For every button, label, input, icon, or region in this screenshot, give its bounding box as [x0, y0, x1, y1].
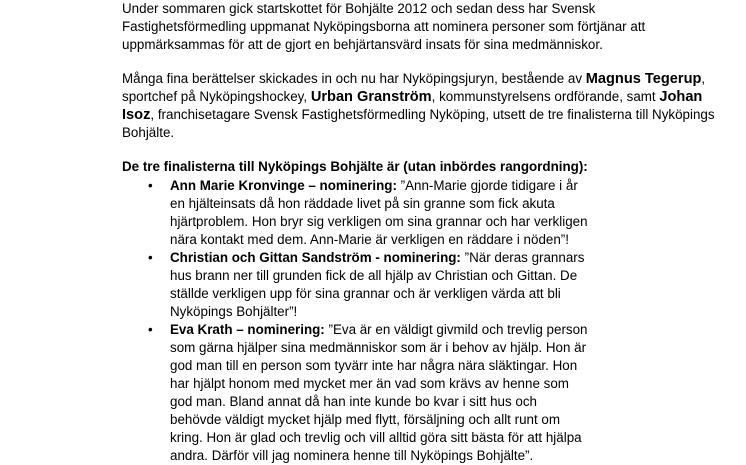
finalist-text: ”När deras grannars hus brann ner till grunden fick de all hjälp av Christian och Gittan. De ställde verkligen upp för sina grannar och är verkligen värda att bli Nyköpings Bohjälter”! — [170, 250, 585, 319]
finalist-title: Christian och Gittan Sandström - nominering: — [170, 250, 461, 265]
finalists-heading: De tre finalisterna till Nyköpings Bohjälte är (utan inbördes rangordning): — [122, 159, 588, 174]
bullet-icon: • — [148, 322, 153, 337]
finalist-item — [0, 321, 590, 465]
jury-member-magnus: Magnus Tegerup — [585, 71, 702, 87]
bullet-icon: • — [148, 250, 153, 265]
intro-paragraph: Under sommaren gick startskottet för Bohjälte 2012 och sedan dess har Svensk Fastighetsförmedling uppmanat Nyköpingsborna att nominera personer som förtjänar att uppmärksammas för att de gjort en behjärtansvärd insats för sina medmänniskor. — [122, 1, 646, 52]
finalist-item — [0, 177, 590, 249]
jury-text-d: , franchisetagare Svensk Fastighetsförmedling Nyköping, utsett de tre finalisterna till Nyköpings Bohjälte. — [122, 107, 715, 140]
jury-paragraph — [122, 70, 722, 142]
finalists-list — [0, 177, 746, 465]
jury-text-c: , kommunstyrelsens ordförande, samt — [431, 89, 660, 104]
finalist-title: Eva Krath – nominering: — [170, 322, 325, 337]
jury-member-johan: Johan Isoz — [122, 89, 703, 123]
finalist-text: ”Ann-Marie gjorde tidigare i år en hjälteinsats då hon räddade livet på sin granne som fick akuta hjärtproblem. Hon bryr sig verkligen om sina grannar och har verkligen nära kontakt med dem. Ann-Marie är verkligen en räddare i nöden”! — [170, 178, 588, 247]
finalist-title: Ann Marie Kronvinge – nominering: — [170, 178, 397, 193]
jury-text-a: Många fina berättelser skickades in och nu har Nyköpingsjuryn, bestående av — [122, 71, 586, 86]
jury-member-urban: Urban Granström — [310, 89, 432, 105]
bullet-icon: • — [148, 178, 153, 193]
finalist-text: ”Eva är en väldigt givmild och trevlig person som gärna hjälper sina medmänniskor som är i behov av hjälp. Hon är god man till en person som tyvärr inte har några nära släktingar. Hon har hjälpt honom med mycket mer än vad som krävs av henne som god man. Bland annat då han inte kunde bo kvar i sitt hus och behövde väldigt mycket hjälp med flytt, försäljning och allt runt om kring. Hon är glad och trevlig och vill alltid göra sitt bästa för att hjälpa andra. Därför vill jag nominera henne till Nyköpings Bohjälte”. — [170, 322, 588, 463]
jury-text-b: , sportchef på Nyköpingshockey, — [122, 71, 706, 104]
finalist-item — [0, 249, 590, 321]
